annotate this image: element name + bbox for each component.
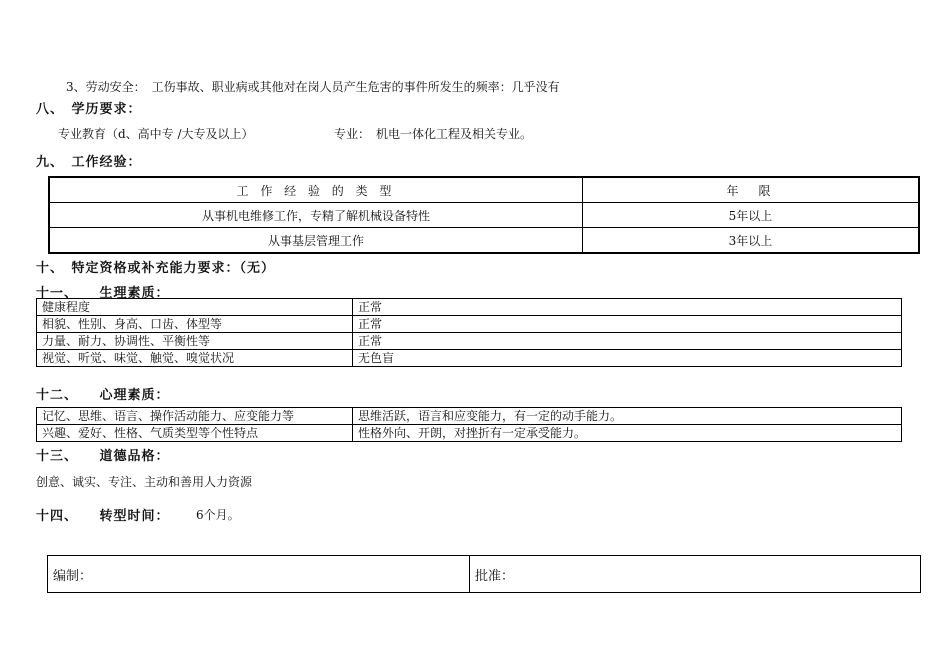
psychological-item: 记忆、思维、语言、操作活动能力、应变能力等 — [37, 408, 353, 425]
psychological-item: 兴趣、爱好、性格、气质类型等个性特点 — [37, 425, 353, 442]
experience-years-cell: 5年以上 — [583, 203, 920, 228]
compiled-by-field: 编制： — [48, 556, 470, 593]
psychological-value: 思维活跃，语言和应变能力，有一定的动手能力。 — [353, 408, 902, 425]
table-row — [48, 556, 921, 593]
approved-by-field: 批准： — [470, 556, 921, 593]
physiological-value: 正常 — [353, 316, 902, 333]
section-9-heading: 九、 工作经验： — [36, 155, 142, 170]
signoff-table — [47, 555, 921, 593]
section-8-heading: 八、 学历要求： — [36, 102, 142, 117]
experience-type-header: 工 作 经 验 的 类 型 — [49, 177, 583, 203]
experience-header-row — [49, 177, 919, 203]
physiological-value: 正常 — [353, 333, 902, 350]
experience-years-header: 年 限 — [583, 177, 920, 203]
table-row — [49, 203, 919, 228]
education-requirement: 专业教育（d、高中专 /大专及以上） — [58, 127, 254, 141]
transition-time-value: 6个月。 — [196, 508, 240, 522]
table-row — [49, 228, 919, 254]
experience-table — [48, 176, 920, 254]
section-13-heading: 十三、 道德品格： — [36, 449, 170, 464]
physiological-table — [36, 298, 902, 367]
table-row — [37, 316, 902, 333]
experience-type-cell: 从事基层管理工作 — [49, 228, 583, 254]
section-12-heading: 十二、 心理素质： — [36, 388, 170, 403]
experience-type-cell: 从事机电维修工作，专精了解机械设备特性 — [49, 203, 583, 228]
labor-safety-line: 3、劳动安全： 工伤事故、职业病或其他对在岗人员产生危害的事件所发生的频率：几乎没有 — [66, 80, 560, 94]
section-10-heading: 十、 特定资格或补充能力要求：（无） — [36, 261, 276, 276]
physiological-item: 健康程度 — [37, 299, 353, 316]
table-row — [37, 408, 902, 425]
physiological-value: 正常 — [353, 299, 902, 316]
physiological-value: 无色盲 — [353, 350, 902, 367]
psychological-table — [36, 407, 902, 442]
moral-character-text: 创意、诚实、专注、主动和善用人力资源 — [36, 475, 253, 489]
major-requirement: 专业： 机电一体化工程及相关专业。 — [334, 127, 533, 141]
psychological-value: 性格外向、开朗，对挫折有一定承受能力。 — [353, 425, 902, 442]
table-row — [37, 299, 902, 316]
table-row — [37, 425, 902, 442]
physiological-item: 力量、耐力、协调性、平衡性等 — [37, 333, 353, 350]
physiological-item: 相貌、性别、身高、口齿、体型等 — [37, 316, 353, 333]
section-11-heading: 十一、 生理素质： — [36, 286, 170, 301]
table-row — [37, 333, 902, 350]
section-14-heading: 十四、 转型时间： — [36, 509, 170, 524]
table-row — [37, 350, 902, 367]
experience-years-cell: 3年以上 — [583, 228, 920, 254]
physiological-item: 视觉、听觉、味觉、触觉、嗅觉状况 — [37, 350, 353, 367]
